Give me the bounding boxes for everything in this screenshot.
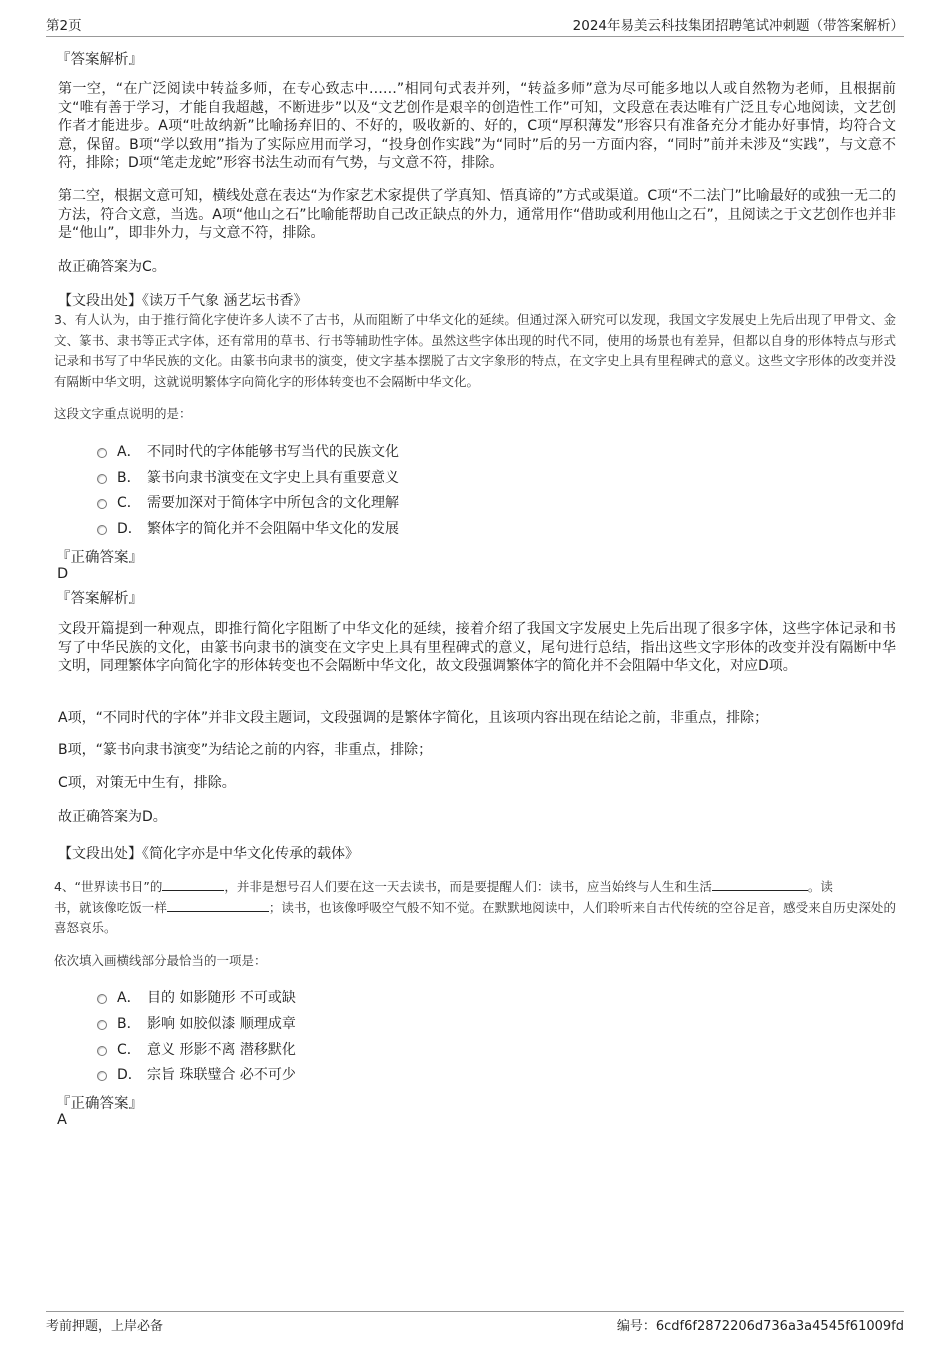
- analysis-paragraph: B项，“篆书向隶书演变”为结论之前的内容，非重点，排除；: [58, 742, 433, 758]
- source-citation: 【文段出处】《读万千气象 涵艺坛书香》: [58, 293, 308, 309]
- conclusion-text: 故正确答案为D。: [58, 809, 167, 825]
- analysis-paragraph: C项，对策无中生有，排除。: [58, 775, 236, 791]
- analysis-paragraph: 文段开篇提到一种观点，即推行简化字阻断了中华文化的延续，接着介绍了我国文字发展史上先后出现了很多字体，这些字体记录和书写了中华民族的文化，由篆书向隶书的演变在文字史上具有里程碑式的意义，尾句进行总结，指出这些文字形体的改变并没有隔断中华文明，同理繁体字向简化字的形体转变也不会隔断中华文化，故文段强调繁体字的简化并不会阻隔中华文化，对应D项。: [58, 621, 896, 674]
- correct-answer: A: [57, 1112, 67, 1128]
- correct-answer-label: 『正确答案』: [56, 550, 143, 566]
- question-prompt: 依次填入画横线部分最恰当的一项是：: [54, 953, 267, 968]
- option-b[interactable]: [97, 467, 399, 487]
- question-stem: 4、“世界读书日”的 ，并非是想号召人们要在这一天去读书，而是要提醒人们：读书，应当始终与人生和生活 。读 书，就该像吃饭一样 ；读书，也该像呼吸空气般不知不觉。在默默地阅读中，人们聆听来自古代传统的空谷足音，感受来自历史深处的喜怒哀乐。: [54, 879, 896, 935]
- source-citation: 【文段出处】《简化字亦是中华文化传承的载体》: [58, 846, 359, 862]
- fill-blank-1: [162, 890, 224, 891]
- option-letter: C．: [117, 1042, 141, 1058]
- option-b[interactable]: [97, 1013, 296, 1033]
- answer-analysis-label: 『答案解析』: [56, 52, 143, 68]
- option-text: 繁体字的简化并不会阻隔中华文化的发展: [147, 521, 399, 537]
- radio-icon[interactable]: [97, 1020, 107, 1030]
- radio-icon[interactable]: [97, 525, 107, 535]
- option-letter: D．: [117, 521, 142, 537]
- radio-icon[interactable]: [97, 474, 107, 484]
- option-d[interactable]: [97, 518, 399, 538]
- question-stem: 3、有人认为，由于推行简化字使许多人读不了古书，从而阻断了中华文化的延续。但通过深入研究可以发现，我国文字发展史上先后出现了甲骨文、金文、篆书、隶书等正式字体，还有常用的草书、行书等辅助性字体。虽然这些字体出现的时代不同，使用的场景也有差异，但都以自身的形体特点与形式记录和书写了中华民族的文化。由篆书向隶书的演变，使文字基本摆脱了古文字象形的特点，在文字史上具有里程碑式的意义。这些文字形体的改变并没有隔断中华文明，这就说明繁体字向简化字的形体转变也不会隔断中华文化。: [54, 312, 896, 389]
- option-letter: B．: [117, 1016, 141, 1032]
- option-a[interactable]: [97, 987, 296, 1007]
- option-d[interactable]: [97, 1064, 296, 1084]
- analysis-paragraph: 第一空，“在广泛阅读中转益多师，在专心致志中……”相同句式表并列，“转益多师”意为尽可能多地以人或自然物为老师，且根据前文“唯有善于学习，才能自我超越，不断进步”以及“文艺创作是艰辛的创造性工作”可知，文段意在表达唯有广泛且专心地阅读，文艺创作者才能进步。A项“吐故纳新”比喻扬弃旧的、不好的，吸收新的、好的，C项“厚积薄发”形容只有准备充分才能办好事情，均符合文意，保留。B项“学以致用”指为了实际应用而学习，“投身创作实践”为“同时”后的另一方面内容，“同时”前并未涉及“实践”，与文意不符，排除；D项“笔走龙蛇”形容书法生动而有气势，与文意不符，排除。: [58, 81, 896, 171]
- option-text: 需要加深对于简体字中所包含的文化理解: [147, 495, 399, 511]
- radio-icon[interactable]: [97, 499, 107, 509]
- option-text: 不同时代的字体能够书写当代的民族文化: [147, 444, 399, 460]
- document-id: 编号：6cdf6f2872206d736a3a4545f61009fd: [616, 1319, 904, 1334]
- radio-icon[interactable]: [97, 994, 107, 1004]
- question-prompt: 这段文字重点说明的是：: [54, 406, 192, 421]
- page-header: [46, 12, 904, 37]
- analysis-paragraph: A项，“不同时代的字体”并非文段主题词，文段强调的是繁体字简化，且该项内容出现在结论之前，非重点，排除；: [58, 710, 769, 726]
- page-number: 第2页: [46, 18, 82, 34]
- radio-icon[interactable]: [97, 1046, 107, 1056]
- radio-icon[interactable]: [97, 448, 107, 458]
- correct-answer: D: [57, 566, 69, 582]
- conclusion-text: 故正确答案为C。: [58, 259, 166, 275]
- option-text: 篆书向隶书演变在文字史上具有重要意义: [147, 470, 399, 486]
- option-c[interactable]: [97, 1039, 296, 1059]
- option-c[interactable]: [97, 492, 399, 512]
- option-letter: A．: [117, 990, 141, 1006]
- page-footer: [46, 1311, 904, 1334]
- radio-icon[interactable]: [97, 1071, 107, 1081]
- fill-blank-2: [712, 890, 808, 891]
- option-a[interactable]: [97, 441, 399, 461]
- option-text: 宗旨 珠联璧合 必不可少: [147, 1067, 296, 1083]
- fill-blank-3: [167, 911, 269, 912]
- option-text: 影响 如胶似漆 顺理成章: [147, 1016, 296, 1032]
- option-letter: B．: [117, 470, 141, 486]
- document-title: 2024年易美云科技集团招聘笔试冲刺题（带答案解析）: [572, 18, 904, 34]
- analysis-paragraph: 第二空，根据文意可知，横线处意在表达“为作家艺术家提供了学真知、悟真谛的”方式或渠道。C项“不二法门”比喻最好的或独一无二的方法，符合文意，当选。A项“他山之石”比喻能帮助自己改正缺点的外力，通常用作“借助或利用他山之石”，且阅读之于文艺创作也并非是“他山”，即非外力，与文意不符，排除。: [58, 188, 896, 241]
- answer-analysis-label: 『答案解析』: [56, 591, 143, 607]
- option-letter: A．: [117, 444, 141, 460]
- correct-answer-label: 『正确答案』: [56, 1096, 143, 1112]
- option-text: 意义 形影不离 潜移默化: [147, 1042, 296, 1058]
- option-text: 目的 如影随形 不可或缺: [147, 990, 296, 1006]
- option-letter: D．: [117, 1067, 142, 1083]
- option-letter: C．: [117, 495, 141, 511]
- footer-slogan: 考前押题，上岸必备: [46, 1319, 164, 1334]
